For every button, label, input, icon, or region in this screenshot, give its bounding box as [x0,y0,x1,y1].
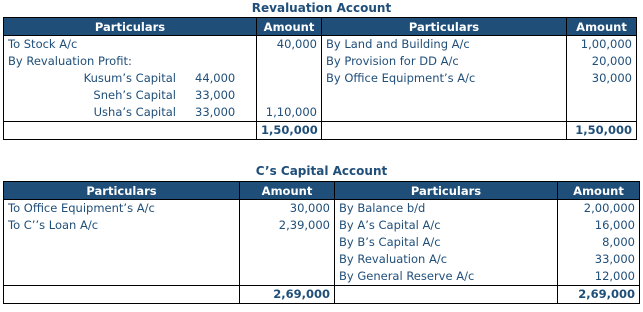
debit-amount [240,251,335,268]
credit-particular: By A’s Capital A/c [335,217,558,234]
debit-particular: To Office Equipment’s A/c [4,200,240,218]
debit-particular: To C’’s Loan A/c [4,217,240,234]
total-label-left [4,286,240,304]
total-amount-left: 2,69,000 [240,286,335,304]
total-amount-left: 1,50,000 [257,122,322,140]
table-row [4,251,640,268]
credit-particular [322,87,567,104]
table-row [4,36,637,54]
credit-particular: By Balance b/d [335,200,558,218]
table-header-row [4,182,640,200]
table-header-row [4,18,637,36]
header-amount-right: Amount [558,182,640,200]
credit-amount: 1,00,000 [567,36,637,54]
total-amount-right: 2,69,000 [558,286,640,304]
debit-particular: To Stock A/c [4,36,257,54]
debit-amount [240,268,335,286]
total-row [4,122,637,140]
credit-particular: By General Reserve A/c [335,268,558,286]
partner-name: Sneh’s Capital [93,88,176,102]
partner-share: 33,000 [195,105,236,119]
debit-amount [257,70,322,87]
table-row [4,217,640,234]
header-particulars-left: Particulars [4,182,240,200]
table-row [4,70,637,87]
debit-particular [4,251,240,268]
partner-row [4,87,257,104]
table-row [4,200,640,218]
header-amount-left: Amount [257,18,322,36]
total-amount-right: 1,50,000 [567,122,637,140]
header-amount-left: Amount [240,182,335,200]
total-label-right [335,286,558,304]
credit-amount [567,87,637,104]
debit-amount [257,53,322,70]
credit-particular [322,104,567,122]
debit-particular [4,268,240,286]
table-row [4,104,637,122]
credit-amount: 12,000 [558,268,640,286]
credit-amount: 8,000 [558,234,640,251]
c-capital-account-table [3,181,640,304]
table-row [4,234,640,251]
credit-amount [567,104,637,122]
credit-particular: By Revaluation A/c [335,251,558,268]
revaluation-account-title: Revaluation Account [251,1,392,15]
debit-amount [257,87,322,104]
credit-particular: By Office Equipment’s A/c [322,70,567,87]
debit-particular [4,234,240,251]
credit-amount: 20,000 [567,53,637,70]
partner-share: 33,000 [195,88,236,102]
credit-amount: 16,000 [558,217,640,234]
total-label-right [322,122,567,140]
total-row [4,286,640,304]
header-particulars-right: Particulars [322,18,567,36]
credit-amount: 30,000 [567,70,637,87]
credit-particular: By B’s Capital A/c [335,234,558,251]
header-amount-right: Amount [567,18,637,36]
debit-amount: 2,39,000 [240,217,335,234]
debit-amount [240,234,335,251]
revaluation-account-table [3,17,637,140]
debit-amount: 30,000 [240,200,335,218]
credit-amount: 2,00,000 [558,200,640,218]
partner-row [4,104,257,122]
credit-particular: By Provision for DD A/c [322,53,567,70]
c-capital-account-title: C’s Capital Account [255,164,388,178]
header-particulars-left: Particulars [4,18,257,36]
debit-particular: By Revaluation Profit: [4,53,257,70]
profit-total: 1,10,000 [257,104,322,122]
partner-name: Kusum’s Capital [83,71,176,85]
credit-particular: By Land and Building A/c [322,36,567,54]
partner-share: 44,000 [195,71,236,85]
partner-row [4,70,257,87]
table-row [4,87,637,104]
credit-amount: 33,000 [558,251,640,268]
debit-amount: 40,000 [257,36,322,54]
total-label-left [4,122,257,140]
partner-name: Usha’s Capital [93,105,176,119]
table-row [4,268,640,286]
header-particulars-right: Particulars [335,182,558,200]
table-row [4,53,637,70]
